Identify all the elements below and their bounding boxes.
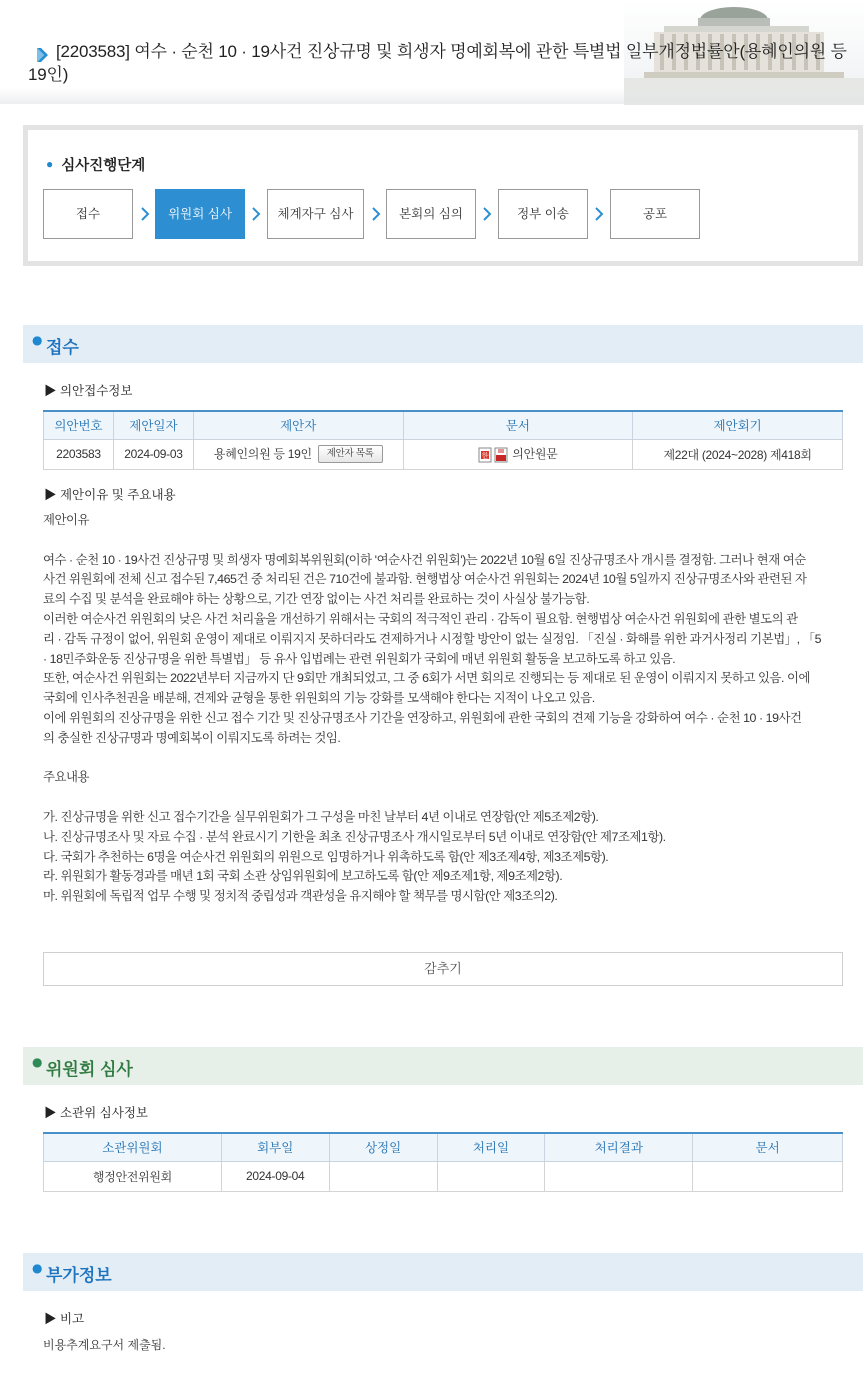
proposal-session: 제22대 (2024~2028) 제418회 <box>633 439 843 469</box>
column-header: 문서 <box>403 411 633 439</box>
committee-table <box>43 1132 843 1192</box>
proposal-date: 2024-09-03 <box>113 439 193 469</box>
stage-step-plenary[interactable]: 본회의 심의 <box>386 189 476 239</box>
proposal-reason-text <box>43 511 847 907</box>
bill-title-area <box>28 40 860 86</box>
hwp-file-icon[interactable] <box>478 447 493 463</box>
note-title: ▶ 비고 <box>44 1312 85 1326</box>
chevron-right-icon <box>594 206 604 222</box>
process-result <box>545 1161 693 1191</box>
committee-document <box>693 1161 843 1191</box>
reason-line: 료의 수집 및 분석을 완료해야 하는 상황으로, 기간 연장 없이는 사건 처리를 완료하는 것이 사실상 불가능함. <box>43 592 590 607</box>
pdf-file-icon[interactable] <box>494 447 509 463</box>
review-stage-panel <box>23 125 863 266</box>
column-header: 제안일자 <box>113 411 193 439</box>
chevron-right-icon <box>371 206 381 222</box>
chevron-right-icon <box>482 206 492 222</box>
stage-step-legal-review[interactable]: 체계자구 심사 <box>267 189 364 239</box>
reception-table <box>43 410 843 470</box>
column-header: 회부일 <box>221 1133 329 1161</box>
hide-button[interactable]: 감추기 <box>43 952 843 986</box>
column-header: 제안자 <box>193 411 403 439</box>
main-content-line: 라. 위원회가 활동경과를 매년 1회 국회 소관 상임위원회에 보고하도록 함(안 제9조제1항, 제9조제2항). <box>43 869 563 884</box>
column-header: 제안회기 <box>633 411 843 439</box>
stage-step-promulgation[interactable]: 공포 <box>610 189 700 239</box>
reason-line: 또한, 여순사건 위원회는 2022년부터 지금까지 단 9회만 개최되었고, 그 중 6회가 서면 회의로 진행되는 등 제대로 된 운영이 이뤄지지 못하고 있음. 이에 <box>43 671 811 686</box>
bullet-icon: ● <box>32 1261 43 1275</box>
reason-line: 의 충실한 진상규명과 명예회복이 이뤄지도록 하려는 것임. <box>43 730 341 745</box>
stage-title: ● 심사진행단계 <box>46 157 146 174</box>
reason-title: ▶ 제안이유 및 주요내용 <box>44 488 176 502</box>
note-text: 비용추계요구서 제출됨. <box>43 1338 166 1352</box>
stage-step-government-transfer[interactable]: 정부 이송 <box>498 189 588 239</box>
chevron-right-icon <box>140 206 150 222</box>
section-header-extra-info: ● 부가정보 <box>23 1253 863 1291</box>
reason-line: 국회에 인사추천권을 배분해, 견제와 균형을 통한 위원회의 기능 강화를 모색해야 한다는 지적이 나오고 있음. <box>43 691 595 706</box>
svg-text:한: 한 <box>482 451 489 460</box>
stage-step-reception[interactable]: 접수 <box>43 189 133 239</box>
committee-info-title: ▶ 소관위 심사정보 <box>44 1106 148 1120</box>
column-header: 소관위원회 <box>44 1133 222 1161</box>
proposer-cell <box>193 439 403 469</box>
reason-line: 이러한 여순사건 위원회의 낮은 사건 처리율을 개선하기 위해서는 국회의 적극적인 관리 · 감독이 필요함. 현행법상 여순사건 위원회에 관한 별도의 관 <box>43 611 798 626</box>
bullet-icon: ● <box>32 1055 43 1069</box>
process-date <box>437 1161 545 1191</box>
page-header <box>0 0 864 105</box>
main-content-heading: 주요내용 <box>43 770 90 785</box>
document-link[interactable]: 의안원문 <box>512 447 558 462</box>
reason-line: 이에 위원회의 진상규명을 위한 신고 접수 기간 및 진상규명조사 기간을 연장하고, 위원회에 관한 국회의 견제 기능을 강화하여 여수 · 순천 10 · 19사건 <box>43 710 802 725</box>
proposer-list-button[interactable]: 제안자 목록 <box>318 445 383 463</box>
column-header: 처리일 <box>437 1133 545 1161</box>
column-header: 의안번호 <box>44 411 114 439</box>
chevron-right-icon <box>34 47 50 63</box>
table-row <box>44 439 843 469</box>
bill-number: 2203583 <box>44 439 114 469</box>
page-title: [2203583] 여수 · 순천 10 · 19사건 진상규명 및 희생자 명예회복에 관한 특별법 일부개정법률안(용혜인의원 등 19인) <box>28 42 847 84</box>
committee-name: 행정안전위원회 <box>44 1161 222 1191</box>
reception-info-title: ▶ 의안접수정보 <box>44 384 133 398</box>
section-header-committee-review: ● 위원회 심사 <box>23 1047 863 1085</box>
reason-line: 리 · 감독 규정이 없어, 위원회 운영이 제대로 이뤄지지 못하더라도 견제하거나 시정할 방안이 없는 실정임. 「진실 · 화해를 위한 과거사정리 기본법」, 「5 <box>43 631 822 646</box>
bullet-icon: ● <box>32 333 43 347</box>
column-header: 처리결과 <box>545 1133 693 1161</box>
column-header: 문서 <box>693 1133 843 1161</box>
proposer-name: 용혜인의원 등 19인 <box>213 446 312 461</box>
referral-date: 2024-09-04 <box>221 1161 329 1191</box>
main-content-line: 마. 위원회에 독립적 업무 수행 및 정치적 중립성과 객관성을 유지해야 할 책무를 명시함(안 제3조의2). <box>43 889 558 904</box>
reason-line: · 18민주화운동 진상규명을 위한 특별법」 등 유사 입법례는 관련 위원회가 국회에 매년 위원회 활동을 보고하도록 하고 있음. <box>43 651 676 666</box>
main-content-line: 나. 진상규명조사 및 자료 수집 · 분석 완료시기 기한을 최초 진상규명조사 개시일로부터 5년 이내로 연장함(안 제7조제1항). <box>43 829 666 844</box>
stage-step-committee-review[interactable]: 위원회 심사 <box>155 189 245 239</box>
bullet-icon: ● <box>46 157 54 171</box>
main-content-line: 다. 국회가 추천하는 6명을 여순사건 위원회의 위원으로 임명하거나 위촉하도록 함(안 제3조제4항, 제3조제5항). <box>43 849 609 864</box>
agenda-date <box>329 1161 437 1191</box>
table-row <box>44 1161 843 1191</box>
reason-heading: 제안이유 <box>43 513 90 527</box>
section-header-reception: ● 접수 <box>23 325 863 363</box>
column-header: 상정일 <box>329 1133 437 1161</box>
document-cell <box>403 439 633 469</box>
chevron-right-icon <box>251 206 261 222</box>
reason-line: 여수 · 순천 10 · 19사건 진상규명 및 희생자 명예회복위원회(이하 '여순사건 위원회')는 2022년 10월 6일 진상규명조사 개시를 결정함. 그러나 현재 여순 <box>43 552 806 567</box>
main-content-line: 가. 진상규명을 위한 신고 접수기간을 실무위원회가 그 구성을 마친 날부터 4년 이내로 연장함(안 제5조제2항). <box>43 809 599 824</box>
reason-line: 사건 위원회에 전체 신고 접수된 7,465건 중 처리된 건은 710건에 불과함. 현행법상 여순사건 위원회는 2024년 10월 5일까지 진상규명조사와 관련된 자 <box>43 572 807 587</box>
